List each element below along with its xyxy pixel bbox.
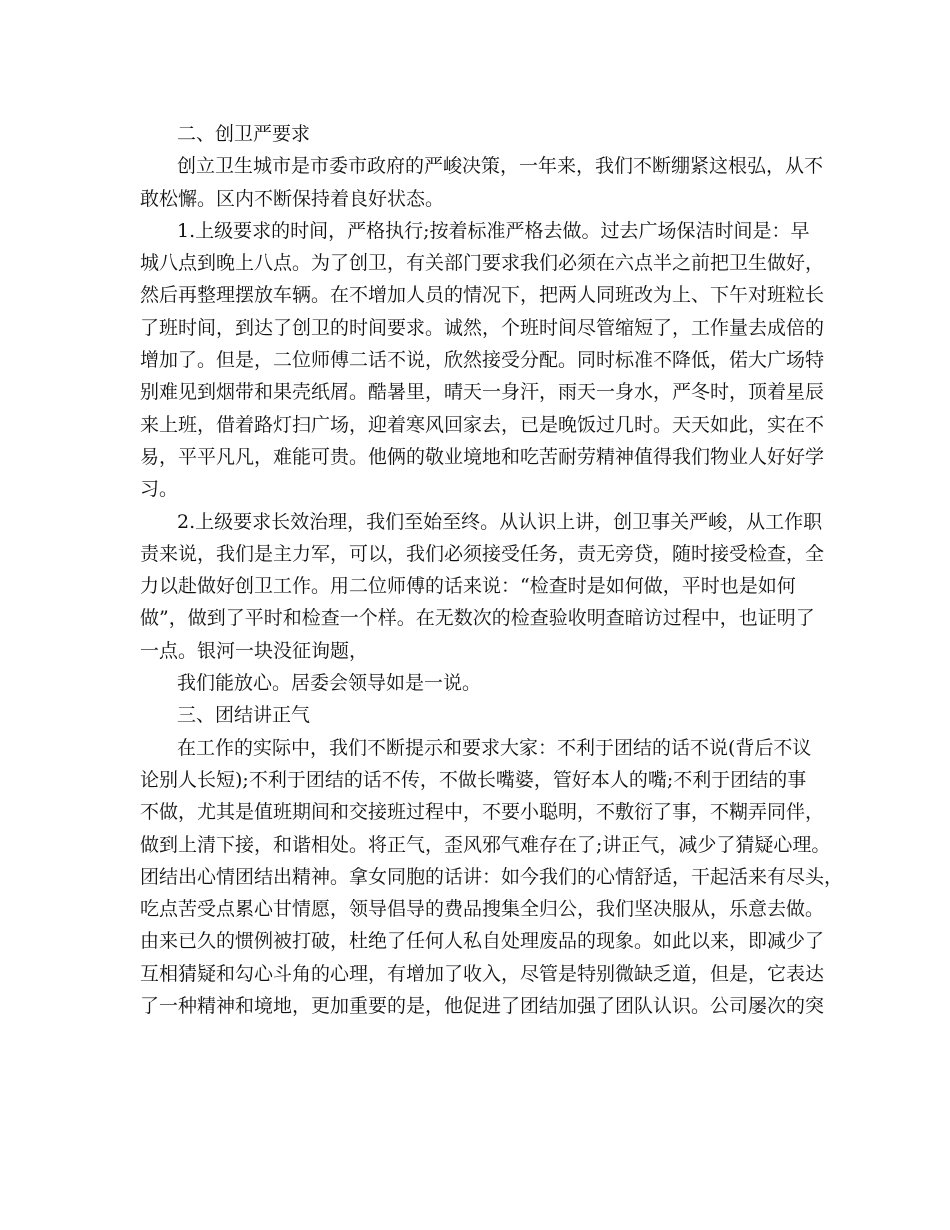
text-line: 吃点苦受点累心甘情愿，领导倡导的费品搜集全归公，我们坚决服从，乐意去做。	[140, 898, 825, 921]
text-line: 团结出心情团结出精神。拿女同胞的话讲：如今我们的心情舒适，干起活来有尽头，	[140, 865, 844, 888]
text-line: 责来说，我们是主力军，可以，我们必须接受任务，责无旁贷，随时接受检查，全	[140, 542, 825, 565]
text-line: 由来已久的惯例被打破，杜绝了任何人私自处理废品的现象。如此以来，即减少了	[140, 930, 825, 953]
text-line: 然后再整理摆放车辆。在不增加人员的情况下，把两人同班改为上、下午对班粒长	[140, 284, 825, 307]
text-line: 不做，尤其是值班期间和交接班过程中，不要小聪明，不敷衍了事，不糊弄同伴，	[140, 801, 825, 824]
document-body	[140, 118, 844, 1022]
text-line: 做”，做到了平时和检查一个样。在无数次的检查验收明查暗访过程中，也证明了	[140, 607, 815, 630]
text-line: 在工作的实际中，我们不断提示和要求大家：不利于团结的话不说(背后不议	[177, 736, 812, 759]
text-line: 二、创卫严要求	[177, 123, 311, 145]
text-line: 论别人长短);不利于团结的话不传，不做长嘴婆，管好本人的嘴;不利于团结的事	[140, 768, 807, 791]
text-line: 一点。银河一块没征询题，	[140, 639, 369, 662]
text-line: 2.上级要求长效治理，我们至始至终。从认识上讲，创卫事关严峻，从工作职	[177, 510, 823, 533]
text-line: 互相猜疑和勾心斗角的心理，有增加了收入，尽管是特别微缺乏道，但是，它表达	[140, 962, 825, 985]
text-line: 三、团结讲正气	[177, 704, 311, 727]
text-line: 创立卫生城市是市委市政府的严峻决策，一年来，我们不断绷紧这根弘，从不	[177, 155, 824, 178]
text-line: 别难见到烟带和果壳纸屑。酷暑里，晴天一身汗，雨天一身水，严冬时，顶着星辰	[140, 381, 825, 404]
text-line: 敢松懈。区内不断保持着良好状态。	[140, 187, 445, 210]
text-line: 来上班，借着路灯扫广场，迎着寒风回家去，已是晚饭过几时。天天如此，实在不	[140, 413, 825, 436]
text-line: 了一种精神和境地，更加重要的是，他促进了团结加强了团队认识。公司屡次的突	[140, 995, 825, 1018]
text-line: 易，平平凡凡，难能可贵。他俩的敬业境地和吃苦耐劳精神值得我们物业人好好学	[140, 445, 825, 468]
text-line: 城八点到晚上八点。为了创卫，有关部门要求我们必须在六点半之前把卫生做好，	[140, 252, 825, 275]
text-line: 了班时间，到达了创卫的时间要求。诚然，个班时间尽管缩短了，工作量去成倍的	[140, 316, 825, 339]
text-line: 力以赴做好创卫工作。用二位师傅的话来说：“检查时是如何做，平时也是如何	[140, 575, 796, 598]
text-line: 增加了。但是，二位师傅二话不说，欣然接受分配。同时标准不降低，偌大广场特	[140, 349, 825, 372]
text-line: 我们能放心。居委会领导如是一说。	[177, 672, 482, 695]
text-line: 1.上级要求的时间，严格执行;按着标准严格去做。过去广场保洁时间是：早	[177, 219, 810, 242]
text-line: 习。	[140, 478, 179, 501]
text-line: 做到上清下接，和谐相处。将正气，歪风邪气难存在了;讲正气，减少了猜疑心理。	[140, 833, 831, 856]
